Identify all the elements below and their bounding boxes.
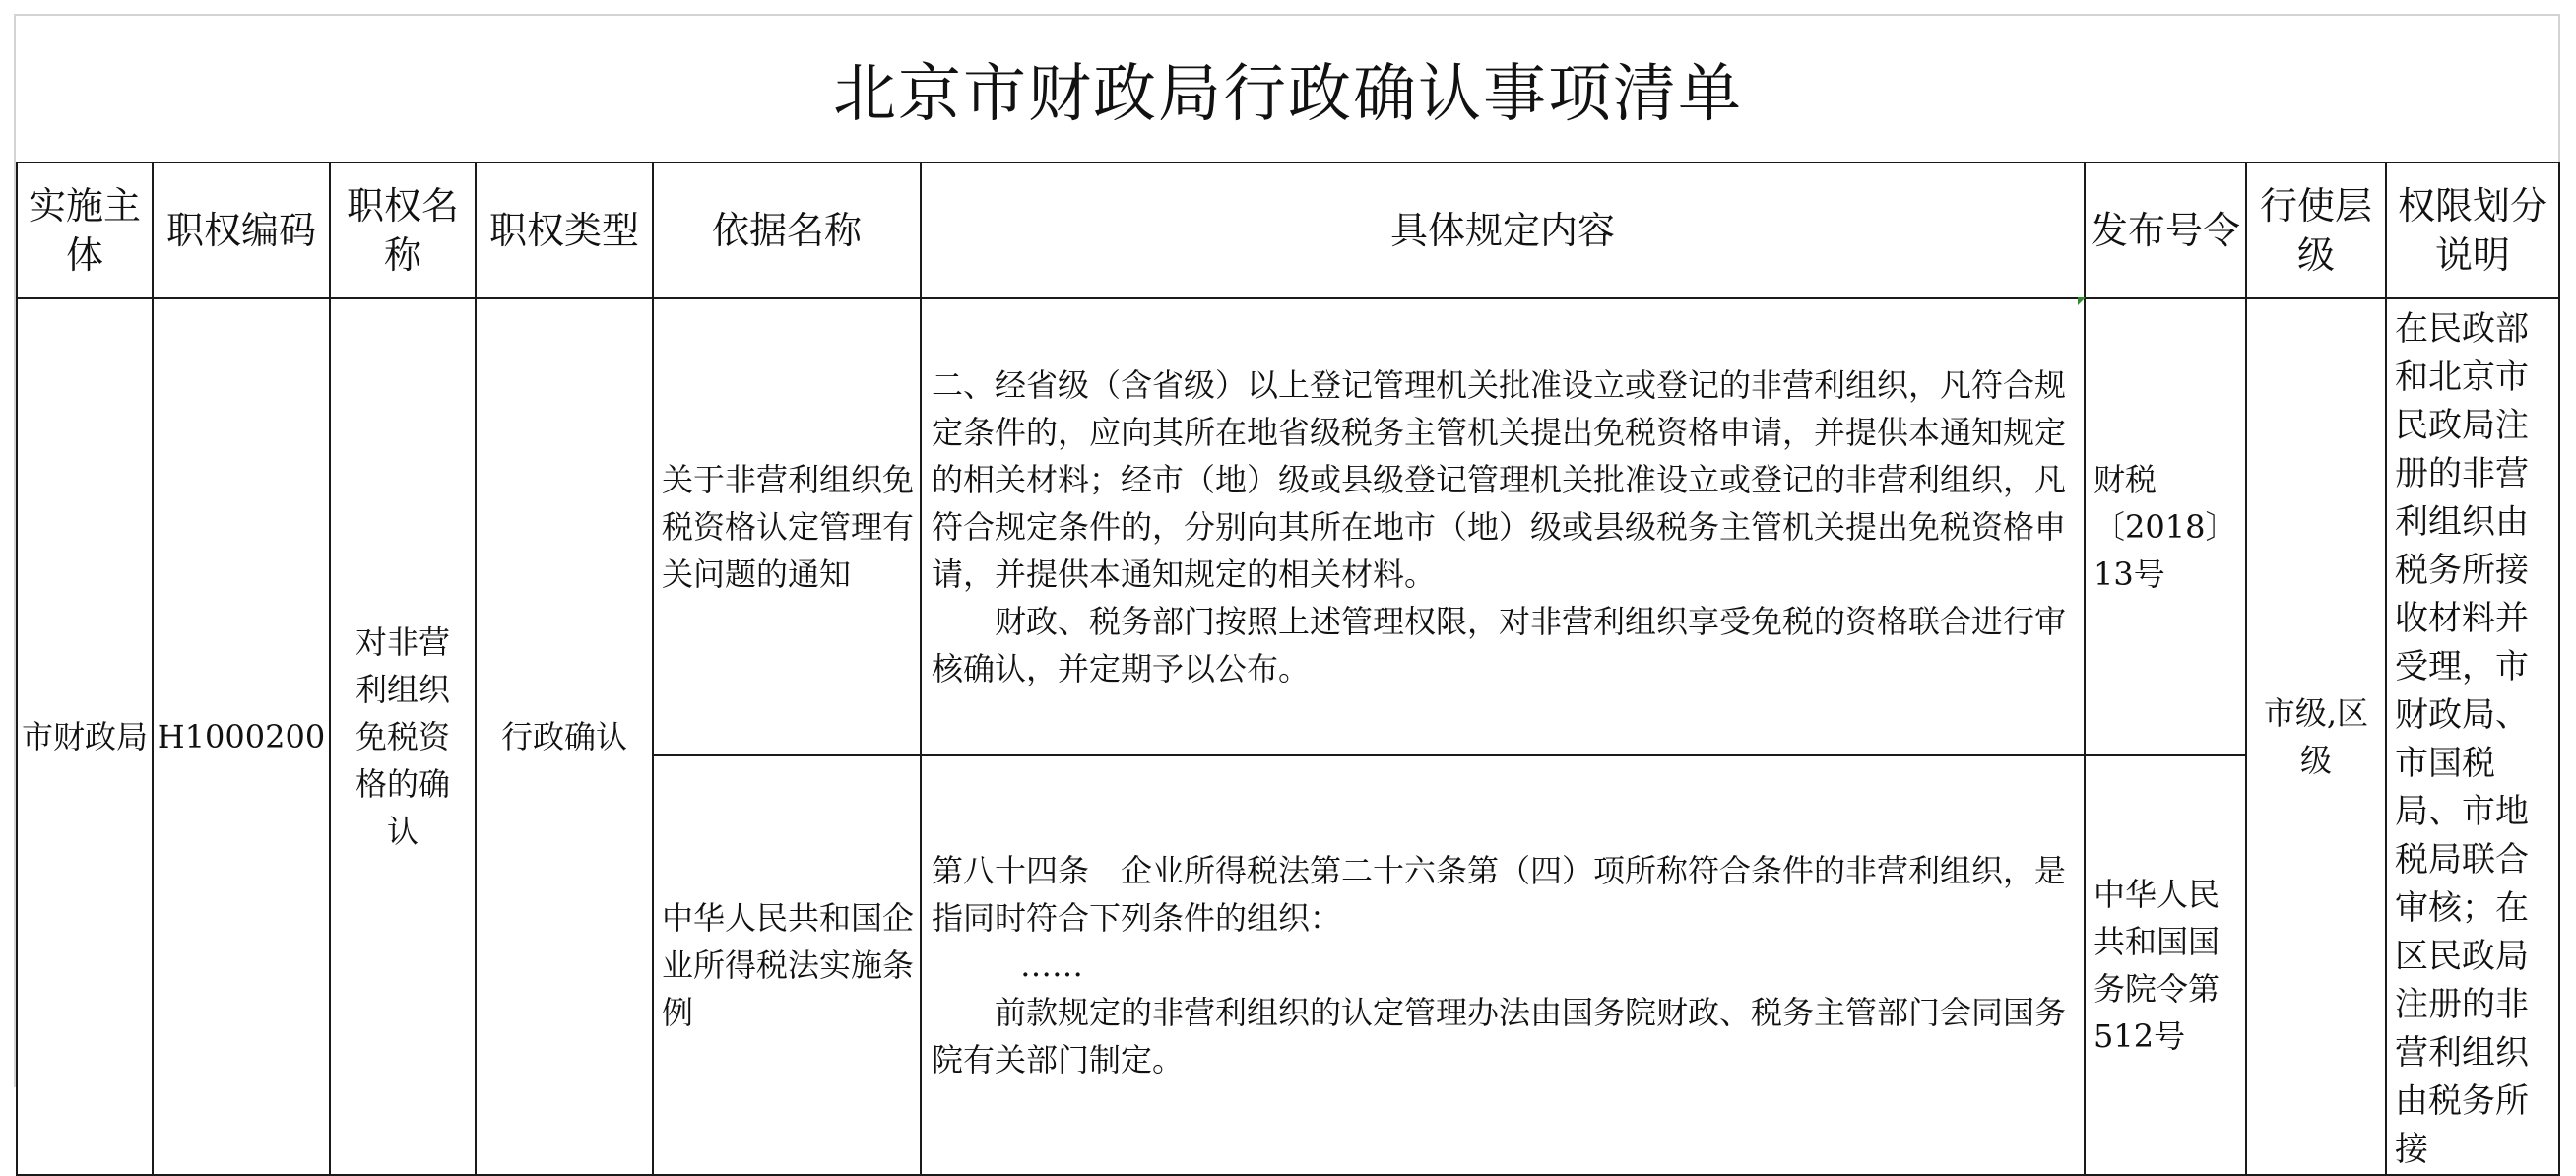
content-ellipsis: ……: [1020, 946, 1083, 984]
table-row: [17, 298, 2559, 755]
header-code[interactable]: 职权编码: [153, 163, 330, 298]
page-title: 北京市财政局行政确认事项清单: [833, 58, 1743, 131]
header-subject[interactable]: 实施主体: [17, 163, 153, 298]
cell-doc-no[interactable]: 中华人民共和国国务院令第512号: [2085, 755, 2246, 1175]
cell-scope[interactable]: 在民政部和北京市民政局注册的非营利组织由税务所接收材料并受理，市财政局、市国税局、市地税局联合审核；在区民政局注册的非营利组织由税务所接: [2386, 298, 2559, 1175]
cell-type[interactable]: 行政确认: [476, 298, 653, 1175]
cell-basis[interactable]: 关于非营利组织免税资格认定管理有关问题的通知: [653, 298, 921, 755]
cell-content[interactable]: [921, 755, 2085, 1175]
header-type[interactable]: 职权类型: [476, 163, 653, 298]
content-paragraph: 二、经省级（含省级）以上登记管理机关批准设立或登记的非营利组织，凡符合规定条件的，应向其所在地省级税务主管机关提出免税资格申请，并提供本通知规定的相关材料；经市（地）级或县级登记管理机关批准设立或登记的非营利组织，凡符合规定条件的，分别向其所在地市（地）级或县级税务主管机关提出免税资格申请，并提供本通知规定的相关材料。: [932, 365, 2067, 593]
cell-subject[interactable]: 市财政局: [17, 298, 153, 1175]
cell-level[interactable]: 市级,区级: [2246, 298, 2386, 1175]
confirmation-list-table: [16, 162, 2560, 1176]
header-row: [17, 163, 2559, 298]
header-content[interactable]: 具体规定内容: [921, 163, 2085, 298]
cell-code[interactable]: H1000200: [153, 298, 330, 1175]
cell-doc-no[interactable]: 财税〔2018〕13号: [2085, 298, 2246, 755]
header-name[interactable]: 职权名称: [330, 163, 476, 298]
content-paragraph: 第八十四条 企业所得税法第二十六条第（四）项所称符合条件的非营利组织，是指同时符合下列条件的组织：: [932, 851, 2067, 937]
header-level[interactable]: 行使层级: [2246, 163, 2386, 298]
content-paragraph: 前款规定的非营利组织的认定管理办法由国务院财政、税务主管部门会同国务院有关部门制定。: [932, 993, 2067, 1078]
cell-basis[interactable]: 中华人民共和国企业所得税法实施条例: [653, 755, 921, 1175]
comment-marker-icon: [2078, 297, 2086, 305]
cell-name[interactable]: 对非营利组织免税资格的确认: [330, 298, 476, 1175]
header-basis[interactable]: 依据名称: [653, 163, 921, 298]
cell-content[interactable]: [921, 298, 2085, 755]
header-doc-no[interactable]: 发布号令: [2085, 163, 2246, 298]
content-paragraph: 财政、税务部门按照上述管理权限，对非营利组织享受免税的资格联合进行审核确认，并定期予以公布。: [932, 602, 2067, 687]
header-scope[interactable]: 权限划分说明: [2386, 163, 2559, 298]
